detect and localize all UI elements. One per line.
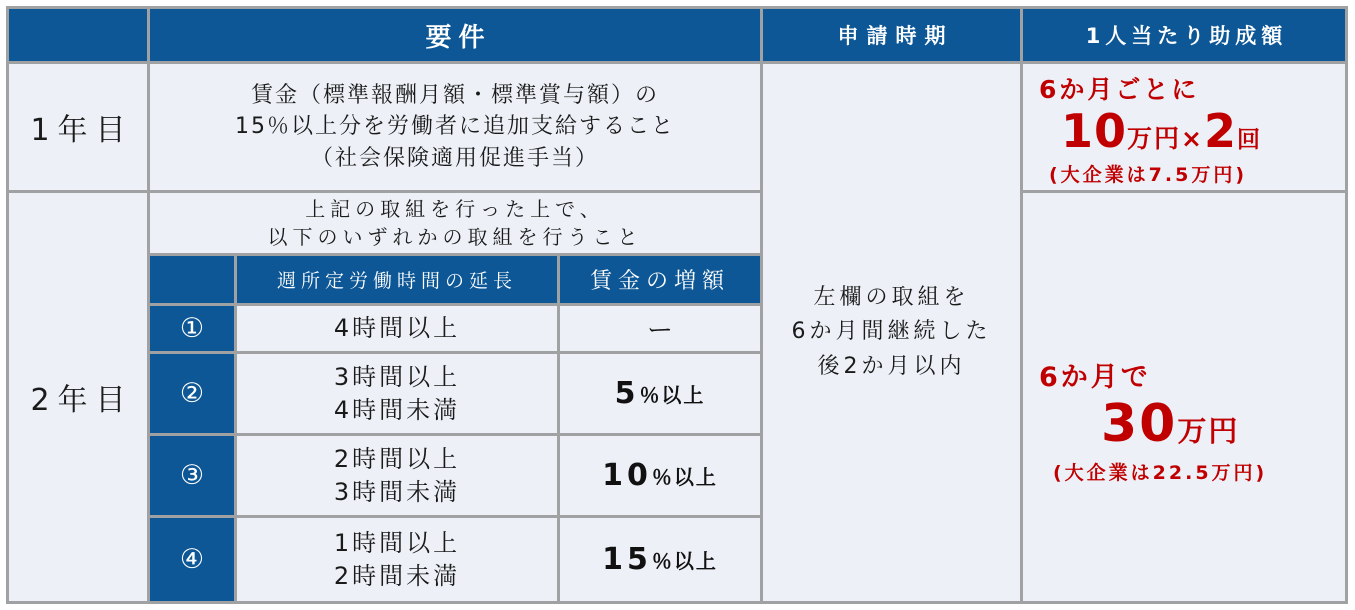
option3-wage-value: 10 xyxy=(602,458,652,493)
year1-subsidy-period: 6か月ごとに xyxy=(1039,74,1200,104)
dash-glyph: ー xyxy=(646,316,673,346)
year2-subsidy-period: 6か月で xyxy=(1039,362,1151,393)
header-application-period: 申請時期 xyxy=(763,9,1020,61)
application-period-line3: 後2か月以内 xyxy=(817,353,966,379)
options-header-wage: 賃金の増額 xyxy=(560,256,760,303)
option2-wage xyxy=(560,354,760,433)
option3-wage xyxy=(560,436,760,515)
year1-times-value: 2 xyxy=(1203,103,1237,158)
subsidy-table xyxy=(6,6,1348,604)
year2-label: 2年目 xyxy=(9,193,147,601)
year2-subsidy-cell xyxy=(1023,193,1345,601)
application-period-line2: 6か月間継続した xyxy=(791,319,992,345)
year1-requirement-cell xyxy=(150,64,760,190)
option4-wage-unit: ％以上 xyxy=(651,549,718,573)
option2-wage-unit: ％以上 xyxy=(639,383,706,407)
option2-wage-value: 5 xyxy=(614,376,640,411)
option3-wage-unit: ％以上 xyxy=(651,465,718,489)
option2-hours-line2: 4時間未満 xyxy=(333,395,461,424)
application-period-cell xyxy=(763,64,1020,601)
application-period-line1: 左欄の取組を xyxy=(813,285,970,311)
year2-amount-unit: 万円 xyxy=(1177,414,1240,448)
option3-number: ③ xyxy=(150,436,234,515)
year1-subsidy-cell xyxy=(1023,64,1345,190)
option4-hours xyxy=(237,518,557,601)
option4-hours-line2: 2時間未満 xyxy=(333,561,461,590)
option4-hours-line1: 1時間以上 xyxy=(333,529,461,558)
option4-number: ④ xyxy=(150,518,234,601)
year2-instruction xyxy=(150,193,760,253)
option1-wage xyxy=(560,306,760,351)
year2-instruction-line1: 上記の取組を行った上で、 xyxy=(305,197,605,221)
multiply-sign: × xyxy=(1181,123,1204,153)
header-requirements: 要件 xyxy=(150,9,760,61)
year1-requirement-line2: 15％以上分を労働者に追加支給すること xyxy=(235,114,675,140)
option3-hours xyxy=(237,436,557,515)
option1-hours-line1: 4時間以上 xyxy=(333,314,461,343)
year1-requirement-line1: 賃金（標準報酬月額・標準賞与額）の xyxy=(250,83,659,109)
year1-label: 1年目 xyxy=(9,64,147,190)
option2-number: ② xyxy=(150,354,234,433)
year1-amount-value: 10 xyxy=(1061,103,1128,158)
option2-hours-line1: 3時間以上 xyxy=(333,363,461,392)
option4-wage-value: 15 xyxy=(602,542,652,577)
option1-hours xyxy=(237,306,557,351)
year1-subsidy-amount xyxy=(1061,103,1335,158)
year2-instruction-line2: 以下のいずれかの取組を行うこと xyxy=(267,225,643,249)
year2-subsidy-amount xyxy=(1101,394,1335,454)
options-corner-cell xyxy=(150,256,234,303)
year2-requirement-cell xyxy=(150,193,760,601)
option3-hours-line1: 2時間以上 xyxy=(333,445,461,474)
year1-amount-unit: 万円 xyxy=(1127,123,1182,153)
option4-wage xyxy=(560,518,760,601)
year1-subsidy-note: (大企業は7.5万円) xyxy=(1049,163,1248,186)
year2-options-table xyxy=(150,256,760,601)
year2-amount-value: 30 xyxy=(1101,394,1178,454)
year2-subsidy-note: (大企業は22.5万円) xyxy=(1053,462,1268,484)
options-header-hours: 週所定労働時間の延長 xyxy=(237,256,557,303)
option1-number: ① xyxy=(150,306,234,351)
header-corner-cell xyxy=(9,9,147,61)
option2-hours xyxy=(237,354,557,433)
year1-times-unit: 回 xyxy=(1237,126,1260,153)
header-subsidy-per-person: 1人当たり助成額 xyxy=(1023,9,1345,61)
option3-hours-line2: 3時間未満 xyxy=(333,477,461,506)
year1-requirement-line3: （社会保険適用促進手当） xyxy=(310,145,599,171)
